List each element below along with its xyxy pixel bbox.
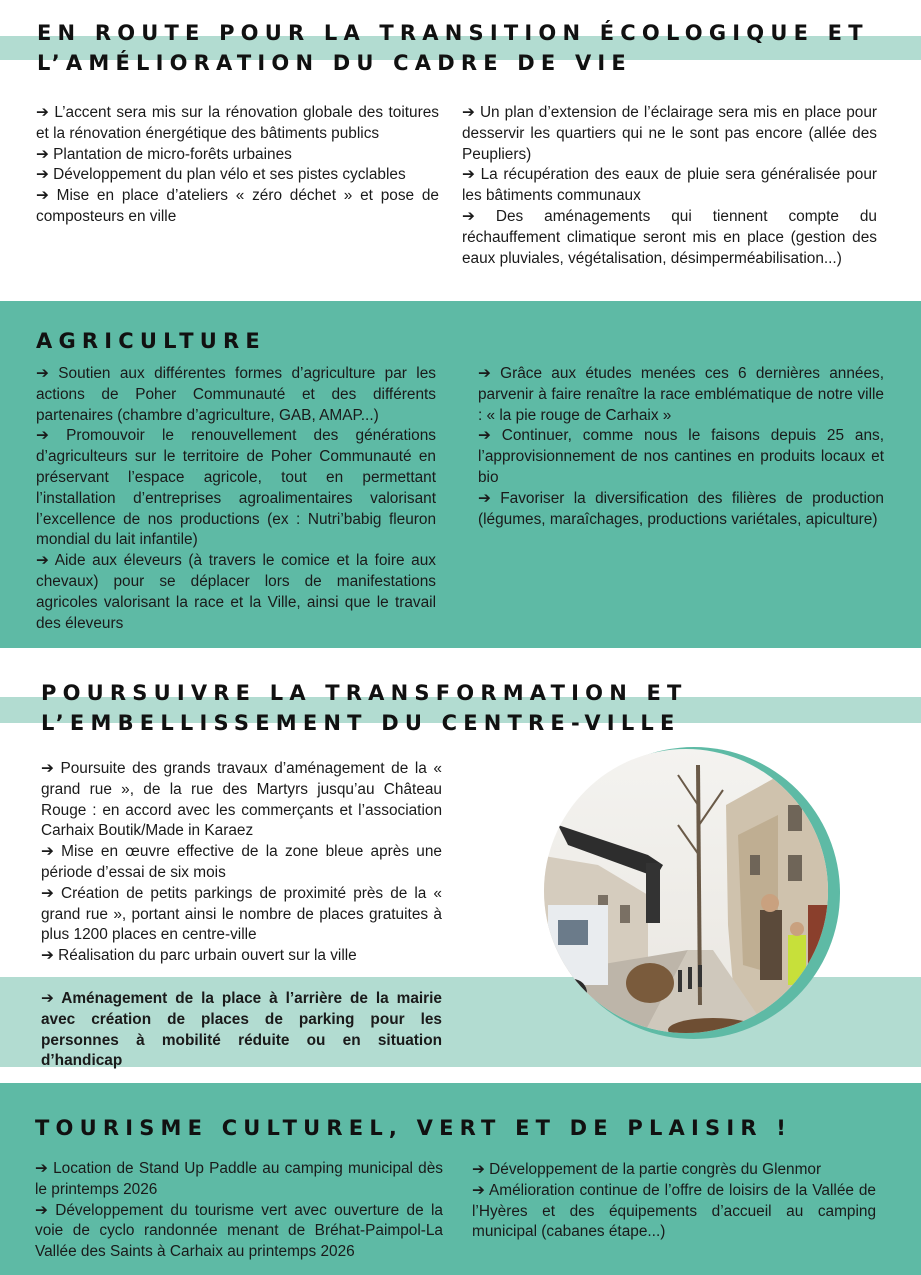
section3-highlight-text: ➔ Aménagement de la place à l’arrière de la mairie avec création de places de parking pour les personnes à mobilité réduite ou en situation d’handicap (41, 990, 442, 1070)
section1-title (37, 18, 917, 78)
section1-right-column (462, 103, 877, 269)
section3-title (41, 678, 901, 738)
section2-right-item: ➔ Favoriser la diversification des filières de production (légumes, maraîchages, productions variétales, apiculture) (478, 489, 884, 528)
section4-right-column (472, 1160, 876, 1243)
section2-title: AGRICULTURE (36, 329, 266, 353)
section3-item: ➔ Réalisation du parc urbain ouvert sur la ville (41, 947, 357, 965)
section4-left-item: ➔ Location de Stand Up Paddle au camping municipal dès le printemps 2026 (35, 1160, 443, 1198)
section4-left-column (35, 1159, 443, 1263)
section1-left-item: ➔ Développement du plan vélo et ses pistes cyclables (36, 166, 406, 184)
section2-left-item: ➔ Promouvoir le renouvellement des générations d’agriculteurs sur le territoire de Poher Communauté en préservant l’espace agricole, tout en permettant l’installation d’entreprises agroalimentaires valorisant l’excellence de nos productions (ex : Nutri’babig fleuron mondial du lait infantile) (36, 427, 436, 549)
section1-title-line2: L’AMÉLIORATION DU CADRE DE VIE (37, 51, 632, 75)
section2-right-item: ➔ Continuer, comme nous le faisons depuis 25 ans, l’approvisionnement de nos cantines en produits locaux et bio (478, 427, 884, 486)
section1-right-item: ➔ La récupération des eaux de pluie sera généralisée pour les bâtiments communaux (462, 166, 877, 205)
section2-left-column (36, 364, 436, 634)
section3-item: ➔ Création de petits parkings de proximité près de la « grand rue », portant ainsi le nombre de places gratuites à plus 1200 places en centre-ville (41, 884, 442, 944)
section1-title-line1: EN ROUTE POUR LA TRANSITION ÉCOLOGIQUE ET (37, 21, 869, 45)
section1-left-item: ➔ Mise en place d’ateliers « zéro déchet » et pose de composteurs en ville (36, 187, 439, 225)
section4-right-item: ➔ Développement de la partie congrès du Glenmor (472, 1161, 822, 1178)
section3-item: ➔ Mise en œuvre effective de la zone bleue après une période d’essai de six mois (41, 843, 442, 881)
section1-left-item: ➔ L’accent sera mis sur la rénovation globale des toitures et la rénovation énergétique des bâtiments publics (36, 104, 439, 142)
section2-right-item: ➔ Grâce aux études menées ces 6 dernières années, parvenir à faire renaître la race emblématique de notre ville : « la pie rouge de Carhaix » (478, 365, 884, 424)
section4-left-item: ➔ Développement du tourisme vert avec ouverture de la voie de cyclo randonnée menant de Bréhat-Paimpol-La Vallée des Saints à Carhaix au printemps 2026 (35, 1201, 443, 1261)
section3-highlight (41, 989, 442, 1072)
section2-left-item: ➔ Soutien aux différentes formes d’agriculture par les actions de Poher Communauté et des différents partenaires (chambre d’agriculture, GAB, AMAP...) (36, 365, 436, 424)
section3-column (41, 759, 442, 967)
section3-title-line2: L’EMBELLISSEMENT DU CENTRE-VILLE (41, 711, 681, 735)
section2-left-item: ➔ Aide aux éleveurs (à travers le comice et la foire aux chevaux) pour se déplacer lors de manifestations agricoles valorisant la race et la Ville, ainsi que le travail des éleveurs (36, 552, 436, 632)
section1-right-item: ➔ Un plan d’extension de l’éclairage sera mis en place pour desservir les quartiers qui ne le sont pas encore (allée des Peupliers) (462, 104, 877, 163)
section4-title: TOURISME CULTUREL, VERT ET DE PLAISIR ! (35, 1116, 792, 1140)
street-tree-planting-photo (538, 745, 848, 1045)
section1-left-item: ➔ Plantation de micro-forêts urbaines (36, 145, 292, 163)
section1-right-item: ➔ Des aménagements qui tiennent compte du réchauffement climatique seront mis en place (gestion des eaux pluviales, végétalisation, désimperméabilisation...) (462, 207, 877, 267)
section4-right-item: ➔ Amélioration continue de l’offre de loisirs de la Vallée de l’Hyères et des équipements d’accueil au camping municipal (cabanes étape...) (472, 1181, 876, 1241)
section2-right-column (478, 364, 884, 530)
section3-item: ➔ Poursuite des grands travaux d’aménagement de la « grand rue », de la rue des Martyrs jusqu’au Château Rouge : en accord avec les commerçants et l’association Carhaix Boutik/Made in Karaez (41, 760, 442, 840)
section1-left-column (36, 103, 439, 228)
section3-title-line1: POURSUIVRE LA TRANSFORMATION ET (41, 681, 688, 705)
